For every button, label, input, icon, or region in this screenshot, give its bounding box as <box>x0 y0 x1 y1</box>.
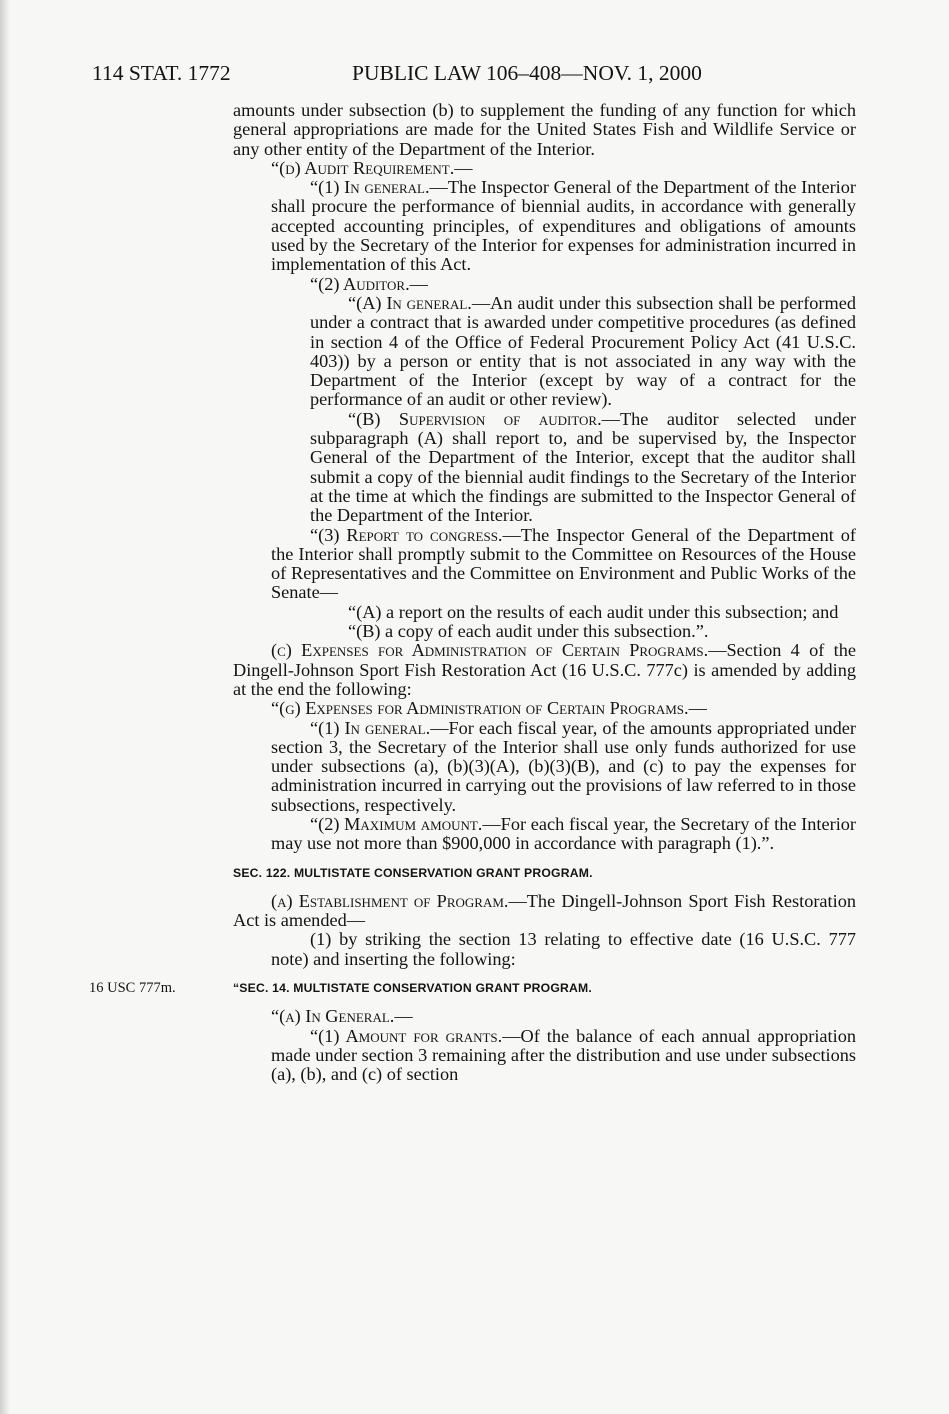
paragraph: “(3) Report to congress.—The Inspector General of the Department of the Interior shall promptly submit to the Committee on Resources of the House of Representatives and the Committee on Environment and Public Works of the Senate— <box>271 524 857 603</box>
section-heading: SEC. 122. MULTISTATE CONSERVATION GRANT PROGRAM. <box>233 865 593 880</box>
paragraph: “(A) a report on the results of each audit under this subsection; and <box>348 601 839 622</box>
paragraph: “(1) In general.—The Inspector General of the Department of the Interior shall procure the performance of biennial audits, in accordance with generally accepted accounting principles, of expenditures and obligations of amounts used by the Secretary of the Interior for expenses for administration incurred in implementation of this Act. <box>271 177 856 275</box>
paragraph: “(1) Amount for grants.—Of the balance of each annual appropriation made under section 3 remaining after the distribution and use under subsections (a), (b), and (c) of section <box>271 1025 856 1085</box>
paragraph: (a) Establishment of Program.—The Dingell-Johnson Sport Fish Restoration Act is amended— <box>233 890 856 931</box>
paragraph: “(B) Supervision of auditor.—The auditor selected under subparagraph (A) shall report to, and be supervised by, the Inspector General of the Department of the Interior, except that the auditor shall submit a copy of the biennial audit findings to the Secretary of the Interior at the time at which the findings are submitted to the Inspector General of the Department of the Interior. <box>310 408 856 526</box>
section-heading-row <box>89 979 856 998</box>
paragraph-heading: “(2) Auditor.— <box>310 273 428 294</box>
paragraph: (1) by striking the section 13 relating to effective date (16 U.S.C. 777 note) and inserting the following: <box>271 929 856 969</box>
page-binding-shadow <box>0 0 10 1414</box>
paragraph: “(A) In general.—An audit under this subsection shall be performed under a contract that is awarded under competitive procedures (as defined in section 4 of the Office of Federal Procurement Policy Act (41 U.S.C. 403)) by a person or entity that is not associated in any way with the Department of the Interior (except by way of a contract for the performance of an audit or other review). <box>310 292 856 410</box>
running-header: PUBLIC LAW 106–408—NOV. 1, 2000 <box>352 61 702 85</box>
margin-citation: 16 USC 777m. <box>89 980 176 997</box>
paragraph: amounts under subsection (b) to supplement the funding of any function for which general appropriations are made for the United States Fish and Wildlife Service or any other entity of the Department of the Interior. <box>233 100 856 159</box>
paragraph-heading: “(d) Audit Requirement.— <box>271 157 473 178</box>
body-text <box>89 100 857 1085</box>
paragraph: (c) Expenses for Administration of Certain Programs.—Section 4 of the Dingell-Johnson Sport Fish Restoration Act (16 U.S.C. 777c) is amended by adding at the end the following: <box>233 640 856 699</box>
paragraph: “(2) Maximum amount.—For each fiscal year, the Secretary of the Interior may use not more than $900,000 in accordance with paragraph (1).”. <box>271 813 857 854</box>
paragraph-heading: “(g) Expenses for Administration of Certain Programs.— <box>271 698 707 719</box>
paragraph: “(B) a copy of each audit under this subsection.”. <box>348 621 709 642</box>
paragraph: “(1) In general.—For each fiscal year, of the amounts appropriated under section 3, the Secretary of the Interior shall use only funds authorized for use under subsections (a), (b)(3)(A), (b)(3)(B), and (c) to pay the expenses for administration incurred in carrying out the provisions of law referred to in those subsections, respectively. <box>271 717 856 815</box>
section-heading: “SEC. 14. MULTISTATE CONSERVATION GRANT PROGRAM. <box>233 981 592 996</box>
paragraph-heading: “(a) In General.— <box>271 1006 413 1027</box>
statute-citation: 114 STAT. 1772 <box>92 61 231 85</box>
